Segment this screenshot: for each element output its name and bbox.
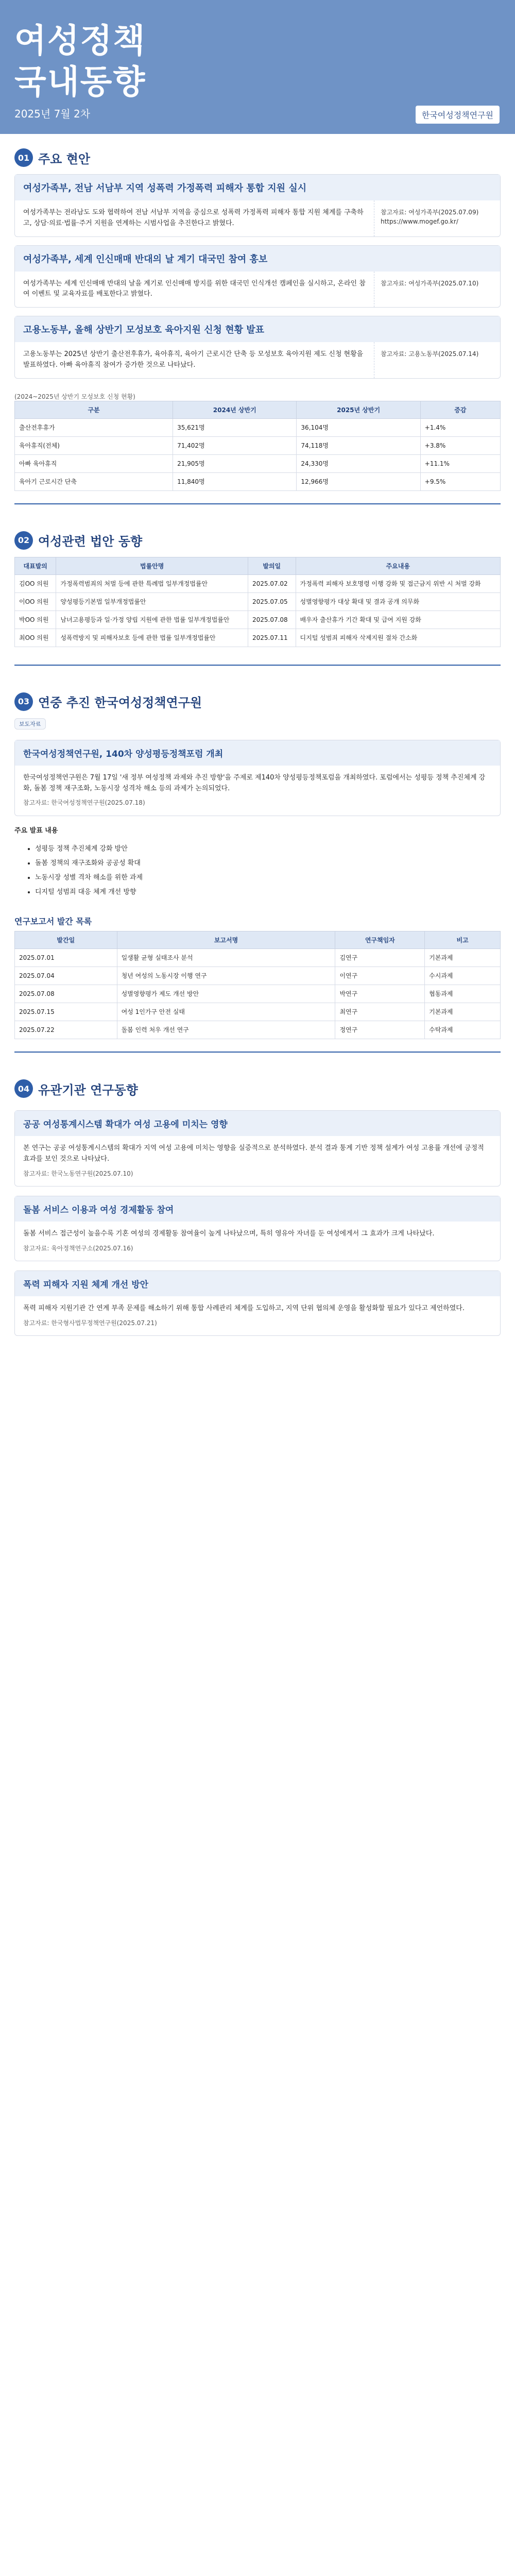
table-header: 대표발의 xyxy=(15,557,56,574)
divider xyxy=(14,1052,501,1053)
issue-body: 여성가족부는 전라남도 도와 협력하여 전남 서남부 지역을 중심으로 성폭력 가정폭력 피해자 통합 지원 체계를 구축하고, 상담·의료·법률·주거 지원을 연계하는 시범사업을 추진한다고 밝혔다. xyxy=(23,209,364,227)
issue-title: 고용노동부, 올해 상반기 모성보호 육아지원 신청 현황 발표 xyxy=(15,316,500,342)
issue-reference[interactable]: 참고자료: 여성가족부(2025.07.10) xyxy=(374,272,500,308)
table-row[interactable]: 2025.07.15 여성 1인가구 안전 실태 최연구 기본과제 xyxy=(15,1003,501,1021)
table-row: 아빠 육아휴직 21,905명 24,330명 +11.1% xyxy=(15,454,501,472)
box-title: 폭력 피해자 지원 체계 개선 방안 xyxy=(15,1271,500,1296)
table-header: 연구책임자 xyxy=(335,931,425,949)
table-header: 주요내용 xyxy=(296,557,500,574)
table-header: 법률안명 xyxy=(56,557,248,574)
section-number: 01 xyxy=(14,148,33,167)
box-reference[interactable]: 참고자료: 육아정책연구소(2025.07.16) xyxy=(23,1244,133,1252)
table-row: 육아휴직(전체) 71,402명 74,118명 +3.8% xyxy=(15,436,501,454)
section-01 xyxy=(0,134,515,392)
table-row: 육아기 근로시간 단축 11,840명 12,966명 +9.5% xyxy=(15,472,501,490)
table-row: 박OO 의원 남녀고용평등과 일·가정 양립 지원에 관한 법률 일부개정법률안 2025.07.08 배우자 출산휴가 기간 확대 및 급여 지원 강화 xyxy=(15,611,501,629)
section-03 xyxy=(0,678,515,740)
issue-item-2 xyxy=(14,245,501,308)
newsletter-header xyxy=(0,0,515,134)
issue-date: 2025년 7월 2차 xyxy=(14,108,91,120)
publication-title: 연구보고서 발간 목록 xyxy=(14,917,92,927)
title-line2: 국내동향 xyxy=(14,63,146,101)
issue-title: 여성가족부, 전남 서남부 지역 성폭력 가정폭력 피해자 통합 지원 실시 xyxy=(15,175,500,200)
table-header: 2024년 상반기 xyxy=(173,401,297,418)
research-box-1 xyxy=(14,1110,501,1187)
section-number: 04 xyxy=(14,1079,33,1098)
table-row: 김OO 의원 가정폭력범죄의 처벌 등에 관한 특례법 일부개정법률안 2025.07.02 가정폭력 피해자 보호명령 이행 강화 및 접근금지 위반 시 처벌 강화 xyxy=(15,574,501,592)
section-number: 02 xyxy=(14,531,33,550)
table-header: 비고 xyxy=(425,931,501,949)
table-header: 증감 xyxy=(420,401,500,418)
table-header: 구분 xyxy=(15,401,173,418)
box-reference[interactable]: 참고자료: 한국여성정책연구원(2025.07.18) xyxy=(23,799,145,807)
box-text: 폭력 피해자 지원기관 간 연계 부족 문제를 해소하기 위해 통합 사례관리 체계를 도입하고, 지역 단위 협의체 운영을 활성화할 필요가 있다고 제언하였다. xyxy=(23,1304,465,1312)
box-reference[interactable]: 참고자료: 한국형사법무정책연구원(2025.07.21) xyxy=(23,1319,157,1327)
bill-table xyxy=(14,557,501,647)
issue-title: 여성가족부, 세계 인신매매 반대의 날 계기 대국민 참여 홍보 xyxy=(15,246,500,272)
forum-list xyxy=(0,825,515,915)
list-item: • 돌봄 정책의 재구조화와 공공성 확대 xyxy=(35,858,501,869)
section-title-text: 연중 추진 한국여성정책연구원 xyxy=(38,696,202,710)
section-title-text: 유관기관 연구동향 xyxy=(38,1082,138,1097)
box-text: 한국여성정책연구원은 7월 17일 '새 정부 여성정책 과제와 추진 방향'을 주제로 제140차 양성평등정책포럼을 개최하였다. 포럼에서는 성평등 정책 추진체계 강화, 돌봄 정책 재구조화, 노동시장 성격차 해소 등의 과제가 논의되었다. xyxy=(23,773,486,792)
title-line1: 여성정책 xyxy=(14,22,146,60)
org-logo: 한국여성정책연구원 xyxy=(416,106,500,124)
box-title: 공공 여성통계시스템 확대가 여성 고용에 미치는 영향 xyxy=(15,1111,500,1136)
table-header: 2025년 상반기 xyxy=(297,401,420,418)
table-row[interactable]: 2025.07.01 일생활 균형 실태조사 분석 김연구 기본과제 xyxy=(15,949,501,967)
issue-body: 고용노동부는 2025년 상반기 출산전후휴가, 육아휴직, 육아기 근로시간 단축 등 모성보호 육아지원 제도 신청 현황을 발표하였다. 아빠 육아휴직 참여가 증가한 것으로 나타났다. xyxy=(23,350,364,369)
issue-body: 여성가족부는 세계 인신매매 반대의 날을 계기로 인신매매 방지를 위한 대국민 인식개선 캠페인을 실시하고, 온라인 참여 이벤트 및 교육자료를 배포한다고 밝혔다. xyxy=(23,279,366,298)
section-04 xyxy=(0,1065,515,1110)
issue-reference[interactable]: 참고자료: 고용노동부(2025.07.14) xyxy=(374,342,500,378)
table-row[interactable]: 2025.07.04 청년 여성의 노동시장 이행 연구 이연구 수시과제 xyxy=(15,967,501,985)
list-item: • 성평등 정책 추진체계 강화 방안 xyxy=(35,843,501,855)
publication-table xyxy=(14,931,501,1039)
subheading-tag: 보도자료 xyxy=(14,718,46,730)
table-row: 최OO 의원 성폭력방지 및 피해자보호 등에 관한 법률 일부개정법률안 2025.07.11 디지털 성범죄 피해자 삭제지원 절차 간소화 xyxy=(15,629,501,647)
table-header: 발간일 xyxy=(15,931,117,949)
list-title: 주요 발표 내용 xyxy=(14,826,58,835)
divider xyxy=(14,503,501,504)
section-02-title xyxy=(14,531,501,550)
section-04-title xyxy=(14,1079,501,1098)
maternity-table-wrap xyxy=(0,392,515,491)
box-text: 본 연구는 공공 여성통계시스템의 확대가 지역 여성 고용에 미치는 영향을 실증적으로 분석하였다. 분석 결과 통계 기반 정책 설계가 여성 고용률 개선에 긍정적 효과를 보인 것으로 나타났다. xyxy=(23,1144,484,1163)
section-title-text: 여성관련 법안 동향 xyxy=(38,534,143,549)
research-box-2 xyxy=(14,1196,501,1261)
forum-box xyxy=(14,740,501,816)
list-item: • 노동시장 성별 격차 해소를 위한 과제 xyxy=(35,872,501,884)
table-header: 발의일 xyxy=(248,557,296,574)
table-row: 출산전후휴가 35,621명 36,104명 +1.4% xyxy=(15,418,501,436)
section-02 xyxy=(0,517,515,652)
list-item: • 디지털 성범죄 대응 체계 개선 방향 xyxy=(35,887,501,898)
table-row[interactable]: 2025.07.22 돌봄 인력 처우 개선 연구 정연구 수탁과제 xyxy=(15,1021,501,1039)
box-text: 돌봄 서비스 접근성이 높을수록 기혼 여성의 경제활동 참여율이 높게 나타났으며, 특히 영유아 자녀를 둔 여성에게서 그 효과가 크게 나타났다. xyxy=(23,1229,435,1238)
section-number: 03 xyxy=(14,692,33,711)
box-reference[interactable]: 참고자료: 한국노동연구원(2025.07.10) xyxy=(23,1170,133,1177)
issue-item-1 xyxy=(14,174,501,237)
box-title: 한국여성정책연구원, 140차 양성평등정책포럼 개최 xyxy=(15,740,500,766)
issue-item-3 xyxy=(14,316,501,379)
table-row[interactable]: 2025.07.08 성별영향평가 제도 개선 방안 박연구 협동과제 xyxy=(15,985,501,1003)
issue-reference[interactable]: 참고자료: 여성가족부(2025.07.09) https://www.mogef.go.kr/ xyxy=(374,200,500,236)
divider xyxy=(14,665,501,666)
section-01-title xyxy=(14,148,501,167)
section-title-text: 주요 현안 xyxy=(38,151,91,166)
table-row: 이OO 의원 양성평등기본법 일부개정법률안 2025.07.05 성별영향평가 대상 확대 및 결과 공개 의무화 xyxy=(15,592,501,611)
maternity-table xyxy=(14,401,501,491)
box-title: 돌봄 서비스 이용과 여성 경제활동 참여 xyxy=(15,1196,500,1222)
research-box-3 xyxy=(14,1270,501,1336)
table-header: 보고서명 xyxy=(117,931,335,949)
table-caption: (2024~2025년 상반기 모성보호 신청 현황) xyxy=(14,393,135,400)
publication-table-wrap xyxy=(0,915,515,1039)
section-03-title xyxy=(14,692,501,711)
